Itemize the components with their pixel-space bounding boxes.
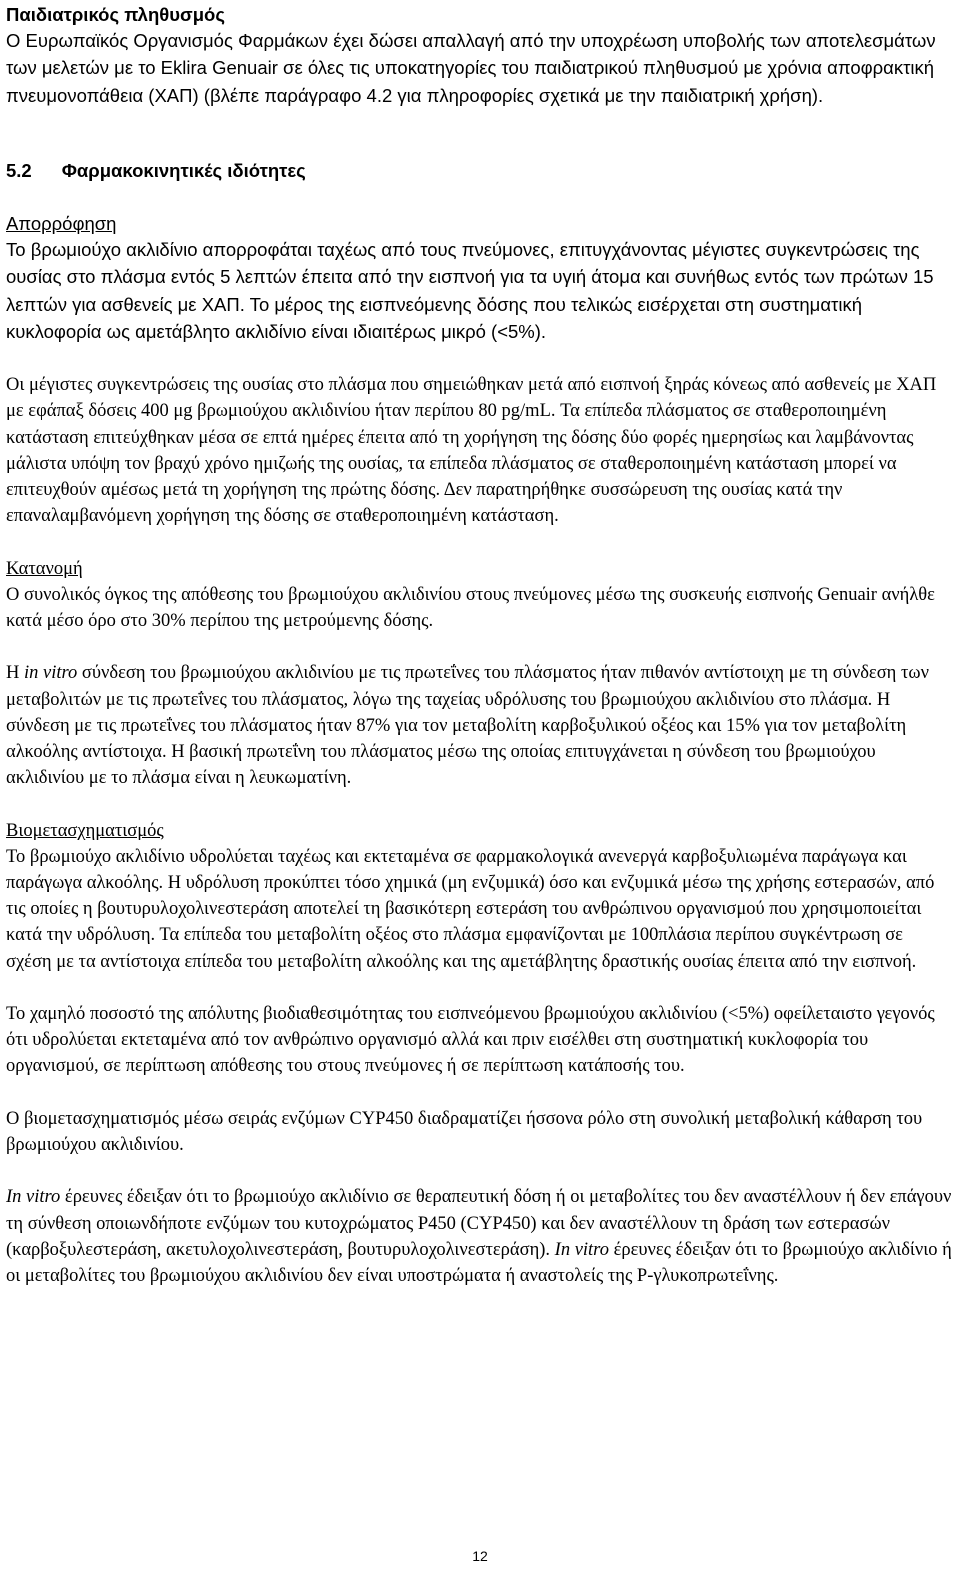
section-number: 5.2 (6, 160, 32, 181)
biotransformation-text-3: Ο βιομετασχηματισμός μέσω σειράς ενζύμων CYP450 διαδραματίζει ήσσονα ρόλο στη συνολική μεταβολική κάθαρση του βρωμιούχου ακλιδινίου. (6, 1108, 923, 1156)
pediatric-population-section (6, 2, 952, 110)
pharmacokinetics-content (6, 211, 952, 1315)
absorption-paragraph-2 (6, 372, 952, 529)
biotransformation-heading: Βιομετασχηματισμός (6, 820, 164, 841)
distribution-paragraph-2 (6, 660, 952, 791)
biotransformation-text-4-mid: έρευνες έδειξαν ότι το βρωμιούχο ακλιδίνιο σε θεραπευτική δόση ή οι μεταβολίτες του δεν αναστέλλουν ή δεν επάγουν τη σύνθεση οποιωνδήποτε ενζύμων του κυτοχρώματος P450 (CYP450) και δεν αναστέλλουν τη δράση των εστερασών (καρβοξυλεστεράση, ακετυλοχολινεστεράση, βουτυρυλοχολινεστεράση). (6, 1187, 952, 1260)
distribution-heading: Κατανομή (6, 558, 83, 579)
absorption-text-2: Οι μέγιστες συγκεντρώσεις της ουσίας στο πλάσμα που σημειώθηκαν μετά από εισπνοή ξηράς κόνεως από ασθενείς με ΧΑΠ με εφάπαξ δόσεις 400 μg βρωμιούχου ακλιδινίου ήταν περίπου 80 pg/mL. Τα επίπεδα πλάσματος σε σταθεροποιημένη κατάσταση επιτεύχθηκαν μέσα σε επτά ημέρες έπειτα από τη χορήγηση της δόσης δύο φορές ημερησίως και λαμβάνοντας μάλιστα υπόψη τον βραχύ χρόνο ημιζωής της ουσίας, τα επίπεδα πλάσματος σε σταθεροποιημένη κατάσταση μπορεί να επιτευχθούν αμέσως μετά τη χορήγηση της πρώτης δόσης. Δεν παρατηρήθηκε συσσώρευση της ουσίας κατά την επαναλαμβανόμενη χορήγηση της δόσης σε σταθεροποιημένη κατάσταση. (6, 375, 937, 527)
biotransformation-text-1: Το βρωμιούχο ακλιδίνιο υδρολύεται ταχέως και εκτεταμένα σε φαρμακολογικά ανενεργά καρβοξυλιωμένα παράγωγα και παράγωγα αλκοόλης. Η υδρόλυση προκύπτει τόσο χημικά (μη ενζυμικά) όσο και ενζυμικά μέσω της χρήσης εστερασών, από τις οποίες η βουτυρυλοχολινεστεράση αποτελεί τη βασικότερη εστεράση του ανθρώπινου οργανισμού που χρησιμοποιείται κατά την υδρόλυση. Τα επίπεδα του μεταβολίτη οξέος στο πλάσμα εμφανίζονται με 100πλάσια περίπου συγκέντρωση σε σχέση με τα αντίστοιχα επίπεδα του μεταβολίτη αλκοόλης και της αμετάβλητης δραστικής ουσίας έπειτα από την εισπνοή. (6, 846, 935, 972)
biotransformation-text-4-end: έρευνες έδειξαν ότι το βρωμιούχο ακλιδίνιο ή οι μεταβολίτες του βρωμιούχου ακλιδινίου δεν είναι υποστρώματα ή αναστολείς της P-γλυκοπρωτεΐνης. (6, 1239, 952, 1287)
biotransformation-paragraph-1 (6, 818, 952, 975)
distribution-text-1: Ο συνολικός όγκος της απόθεσης του βρωμιούχου ακλιδινίου στους πνεύμονες μέσω της συσκευής εισπνοής Genuair ανήλθε κατά μέσο όρο στο 30% περίπου της μετρούμενης δόσης. (6, 584, 935, 632)
absorption-text-1: Το βρωμιούχο ακλιδίνιο απορροφάται ταχέως από τους πνεύμονες, επιτυγχάνοντας μέγιστες συγκεντρώσεις της ουσίας στο πλάσμα εντός 5 λεπτών έπειτα από την εισπνοή για τα υγιή άτομα και συνήθως εντός των πρώτων 15 λεπτών για ασθενείς με ΧΑΠ. Το μέρος της εισπνεόμενης δόσης που τελικώς εισέρχεται στη συστηματική κυκλοφορία ως αμετάβλητο ακλιδίνιο είναι ιδιαιτέρως μικρό (<5%). (6, 239, 934, 342)
distribution-text-2-pre: Η (6, 663, 24, 684)
page-number: 12 (472, 1548, 488, 1564)
section-heading (6, 158, 306, 184)
absorption-paragraph-1 (6, 211, 952, 346)
distribution-text-2-italic: in vitro (24, 663, 78, 684)
biotransformation-paragraph-3 (6, 1106, 952, 1158)
biotransformation-paragraph-4 (6, 1184, 952, 1289)
biotransformation-paragraph-2 (6, 1001, 952, 1080)
distribution-text-2-post: σύνδεση του βρωμιούχου ακλιδινίου με τις πρωτεΐνες του πλάσματος ήταν πιθανόν αντίστοιχη με τη σύνδεση των μεταβολιτών με τις πρωτεΐνες του πλάσματος, λόγω της ταχείας υδρόλυσης του βρωμιούχου ακλιδινίου στο πλάσμα. Η σύνδεση με τις πρωτεΐνες του πλάσματος ήταν 87% για τον μεταβολίτη καρβοξυλικού οξέος και 15% για τον μεταβολίτη αλκοόλης αντίστοιχα. Η βασική πρωτεΐνη του πλάσματος μέσω της οποίας επιτυγχάνεται η σύνδεση του βρωμιούχου ακλιδινίου με το πλάσμα είναι η λευκωματίνη. (6, 663, 929, 789)
biotransformation-text-4-italic-2: In vitro (554, 1239, 609, 1260)
distribution-paragraph-1 (6, 556, 952, 635)
pediatric-heading: Παιδιατρικός πληθυσμός (6, 4, 225, 25)
biotransformation-text-4-italic-1: In vitro (6, 1187, 61, 1208)
absorption-heading: Απορρόφηση (6, 213, 117, 234)
section-title: Φαρμακοκινητικές ιδιότητες (61, 160, 306, 181)
pediatric-text: Ο Ευρωπαϊκός Οργανισμός Φαρμάκων έχει δώσει απαλλαγή από την υποχρέωση υποβολής των αποτελεσμάτων των μελετών με το Eklira Genuair σε όλες τις υποκατηγορίες του παιδιατρικού πληθυσμού με χρόνια αποφρακτική πνευμονοπάθεια (ΧΑΠ) (βλέπε παράγραφο 4.2 για πληροφορίες σχετικά με την παιδιατρική χρήση). (6, 30, 936, 106)
biotransformation-text-2: Το χαμηλό ποσοστό της απόλυτης βιοδιαθεσιμότητας του εισπνεόμενου βρωμιούχου ακλιδινίου (<5%) οφείλεταιστο γεγονός ότι υδρολύεται εκτεταμένα από τον ανθρώπινο οργανισμό αλλά και πριν εισέλθει στη συστηματική κυκλοφορία του οργανισμού, σε περίπτωση απόθεσης του στους πνεύμονες ή σε περίπτωση κατάποσής του. (6, 1004, 935, 1077)
